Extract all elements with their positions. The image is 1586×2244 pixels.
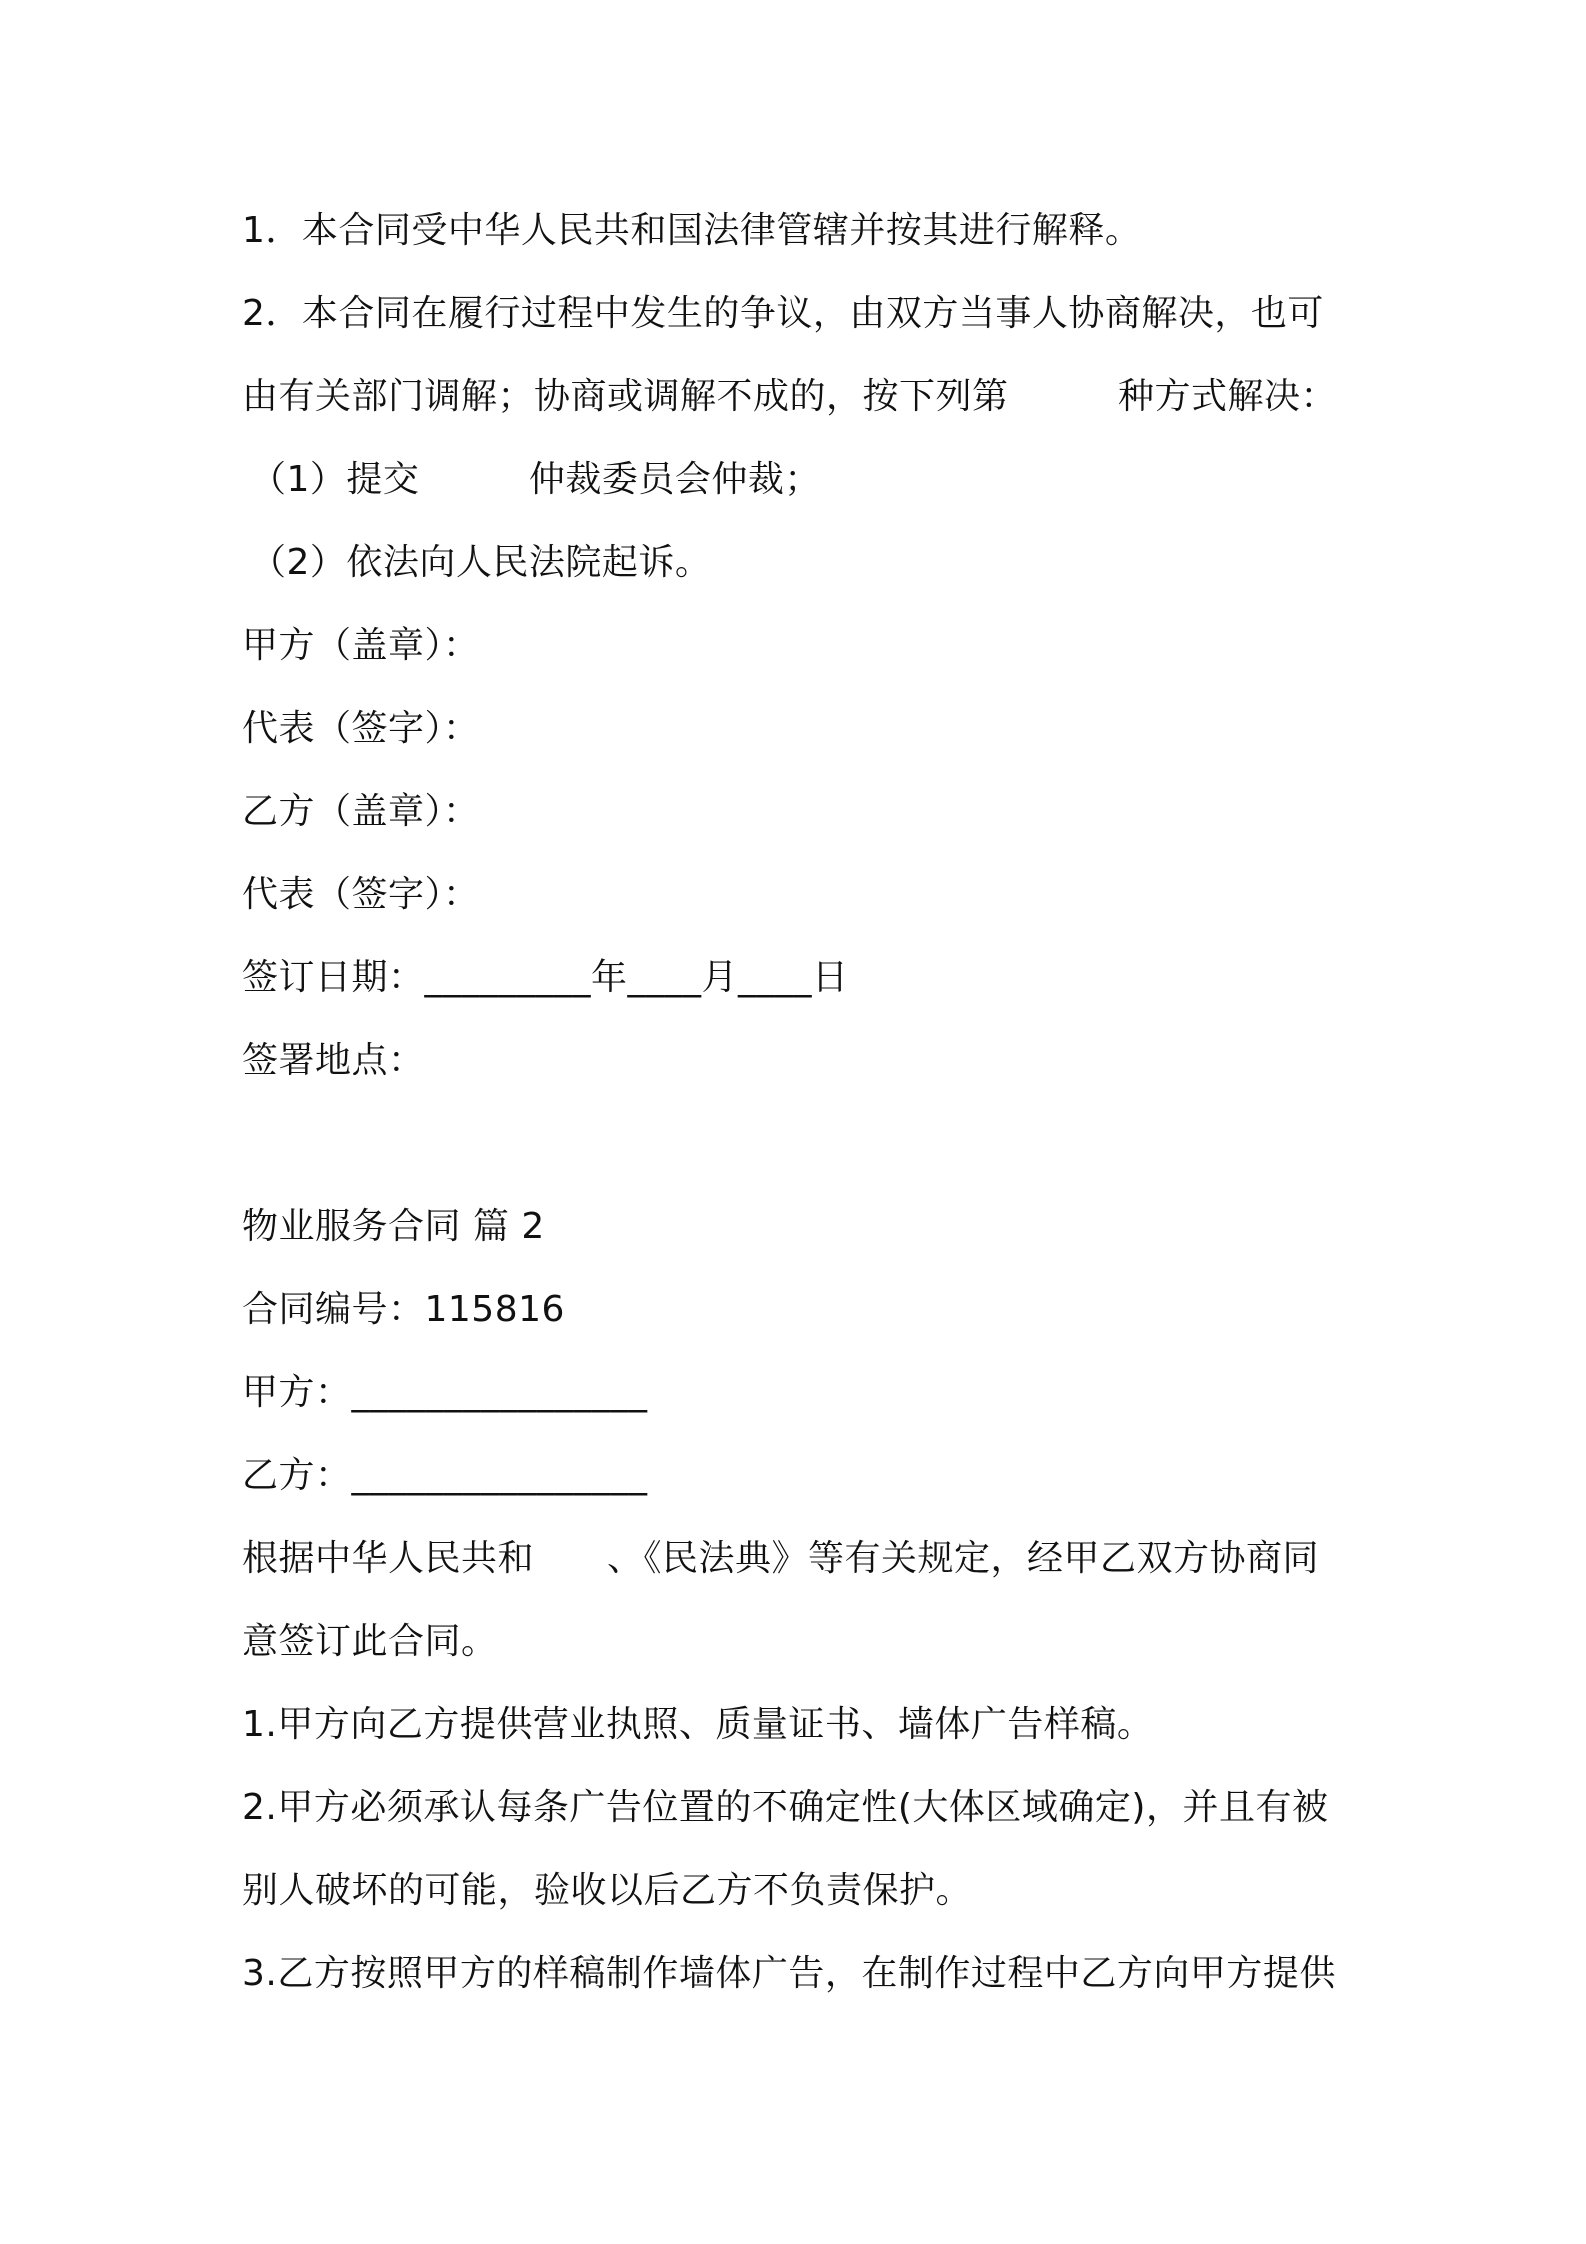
party-b-seal-label: 乙方（盖章）： xyxy=(242,791,480,832)
item-2-continued-text: 别人破坏的可能，验收以后乙方不负责保护。 xyxy=(242,1870,973,1911)
item-1-text: 1.甲方向乙方提供营业执照、质量证书、墙体广告样稿。 xyxy=(242,1704,1154,1745)
item-2-text: 2.甲方必须承认每条广告位置的不确定性(大体区域确定)，并且有被 xyxy=(242,1787,1329,1828)
signing-place-label: 签署地点： xyxy=(242,1040,425,1081)
party-b-field: 乙方：________________ xyxy=(242,1455,648,1496)
party-a-field: 甲方：________________ xyxy=(242,1372,648,1413)
preamble-continued-text: 意签订此合同。 xyxy=(242,1621,498,1662)
signing-date-label: 签订日期：_________年____月____日 xyxy=(242,957,849,998)
contract-number-text: 合同编号：115816 xyxy=(242,1289,565,1330)
party-a-seal-label: 甲方（盖章）： xyxy=(242,625,480,666)
party-b-representative-label: 代表（签字）： xyxy=(242,874,480,915)
clause-2-text: 2．本合同在履行过程中发生的争议，由双方当事人协商解决，也可 xyxy=(242,293,1324,334)
option-2-text: （2）依法向人民法院起诉。 xyxy=(250,542,712,583)
clause-1-text: 1．本合同受中华人民共和国法律管辖并按其进行解释。 xyxy=(242,210,1142,251)
preamble-text: 根据中华人民共和 、《民法典》等有关规定，经甲乙双方协商同 xyxy=(242,1538,1320,1579)
clause-2-continued-text: 由有关部门调解；协商或调解不成的，按下列第 种方式解决： xyxy=(242,376,1338,417)
option-1-text: （1）提交 仲裁委员会仲裁； xyxy=(250,459,821,500)
section-title: 物业服务合同 篇 2 xyxy=(242,1206,545,1247)
party-a-representative-label: 代表（签字）： xyxy=(242,708,480,749)
item-3-text: 3.乙方按照甲方的样稿制作墙体广告，在制作过程中乙方向甲方提供 xyxy=(242,1953,1336,1994)
